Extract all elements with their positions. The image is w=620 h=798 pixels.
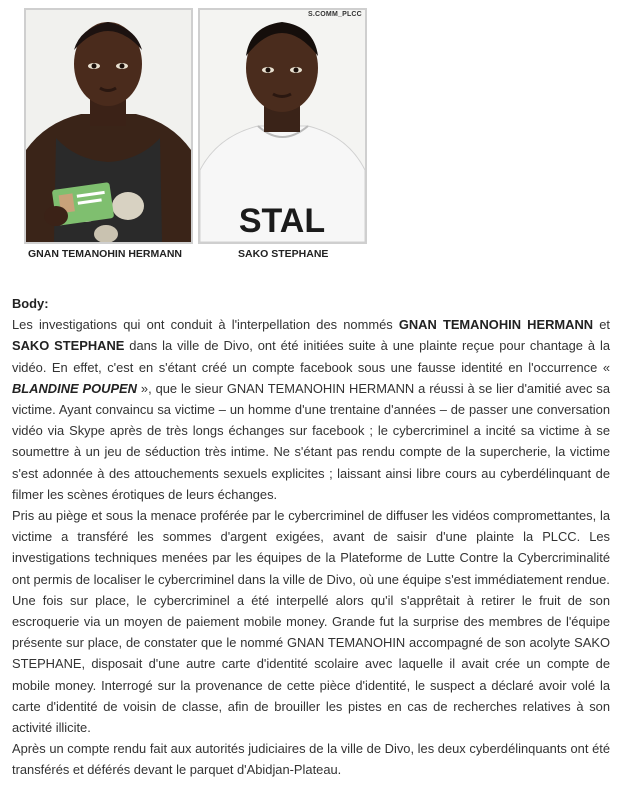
mugshot-photo-stephane [198, 8, 367, 244]
paragraph-1-text-a: Les investigations qui ont conduit à l'interpellation des nommés [12, 317, 399, 333]
shirt-print-text: STAL [238, 202, 326, 240]
paragraph-4: Après un compte rendu fait aux autorités judiciaires de la ville de Divo, les deux cyberdélinquants ont été transférés et déférés devant le parquet d'Abidjan-Plateau. [12, 741, 610, 778]
fake-profile-name: BLANDINE POUPEN [12, 380, 137, 396]
mugshot-photo-hermann [24, 8, 193, 244]
suspect-name-2: SAKO STEPHANE [12, 338, 125, 354]
mugshots-section [0, 0, 620, 290]
photo-watermark: S.COMM_PLCC [308, 11, 362, 18]
suspect-name-1: GNAN TEMANOHIN HERMANN [398, 317, 594, 333]
paragraph-1-text-b: et [593, 317, 610, 333]
paragraph-1 [12, 314, 610, 505]
paragraph-2: Pris au piège et sous la menace proférée par le cybercriminel de diffuser les vidéos compromettantes, la victime a transféré les sommes d'argent exigées, avant de saisir d'une plainte la PLCC. Les investigations techniques menées par les équipes de la Plateforme de Lutte Contre la Cybercriminalité ont permis de localiser le cybercriminel dans la ville de Divo, où une équipe s'est immédiatement rendue. [12, 508, 610, 587]
paragraph-1-text-c: dans la ville de Divo, ont été initiées suite à une plainte reçue pour chantage à la vidéo. En effet, c'est en s'étant créé un compte facebook sous une fausse identité en l'occurrence « [12, 338, 610, 375]
article-body [12, 293, 610, 781]
caption-hermann: GNAN TEMANOHIN HERMANN [28, 248, 182, 260]
paragraph-3: Une fois sur place, le cybercriminel a été interpellé alors qu'il s'apprêtait à retirer le fruit de son escroquerie via un moyen de paiement mobile money. Grande fut la surprise des membres de l'équipe présente sur place, de constater que le nommé GNAN TEMANOHIN accompagné de son acolyte SAKO STEPHANE, disposait d'une autre carte d'identité scolaire avec laquelle il avait crée un compte de mobile money. Interrogé sur la provenance de cette pièce d'identité, le suspect a déclaré avoir volé la carte d'identité de voisin de classe, afin de brouiller les pistes en cas de recherches relatives à son activité illicite. [12, 592, 610, 736]
body-label: Body: [12, 296, 49, 311]
caption-stephane: SAKO STEPHANE [238, 248, 329, 260]
paragraph-1-text-d: », que le sieur GNAN TEMANOHIN HERMANN a réussi à se lier d'amitié avec sa victime. Ayant convaincu sa victime – un homme d'une trentaine d'années – de passer une conversation vidéo via Skype après de très longs échanges sur facebook ; le cybercriminel a incité sa victime à se soumettre à un jeu de séduction très intime. Ne s'étant pas rendu compte de la supercherie, la victime s'est adonnée à des attouchements sexuels explicites ; laissant ainsi libre cours au cyberdélinquant de filmer les scènes érotiques de leurs échanges. [12, 380, 610, 502]
